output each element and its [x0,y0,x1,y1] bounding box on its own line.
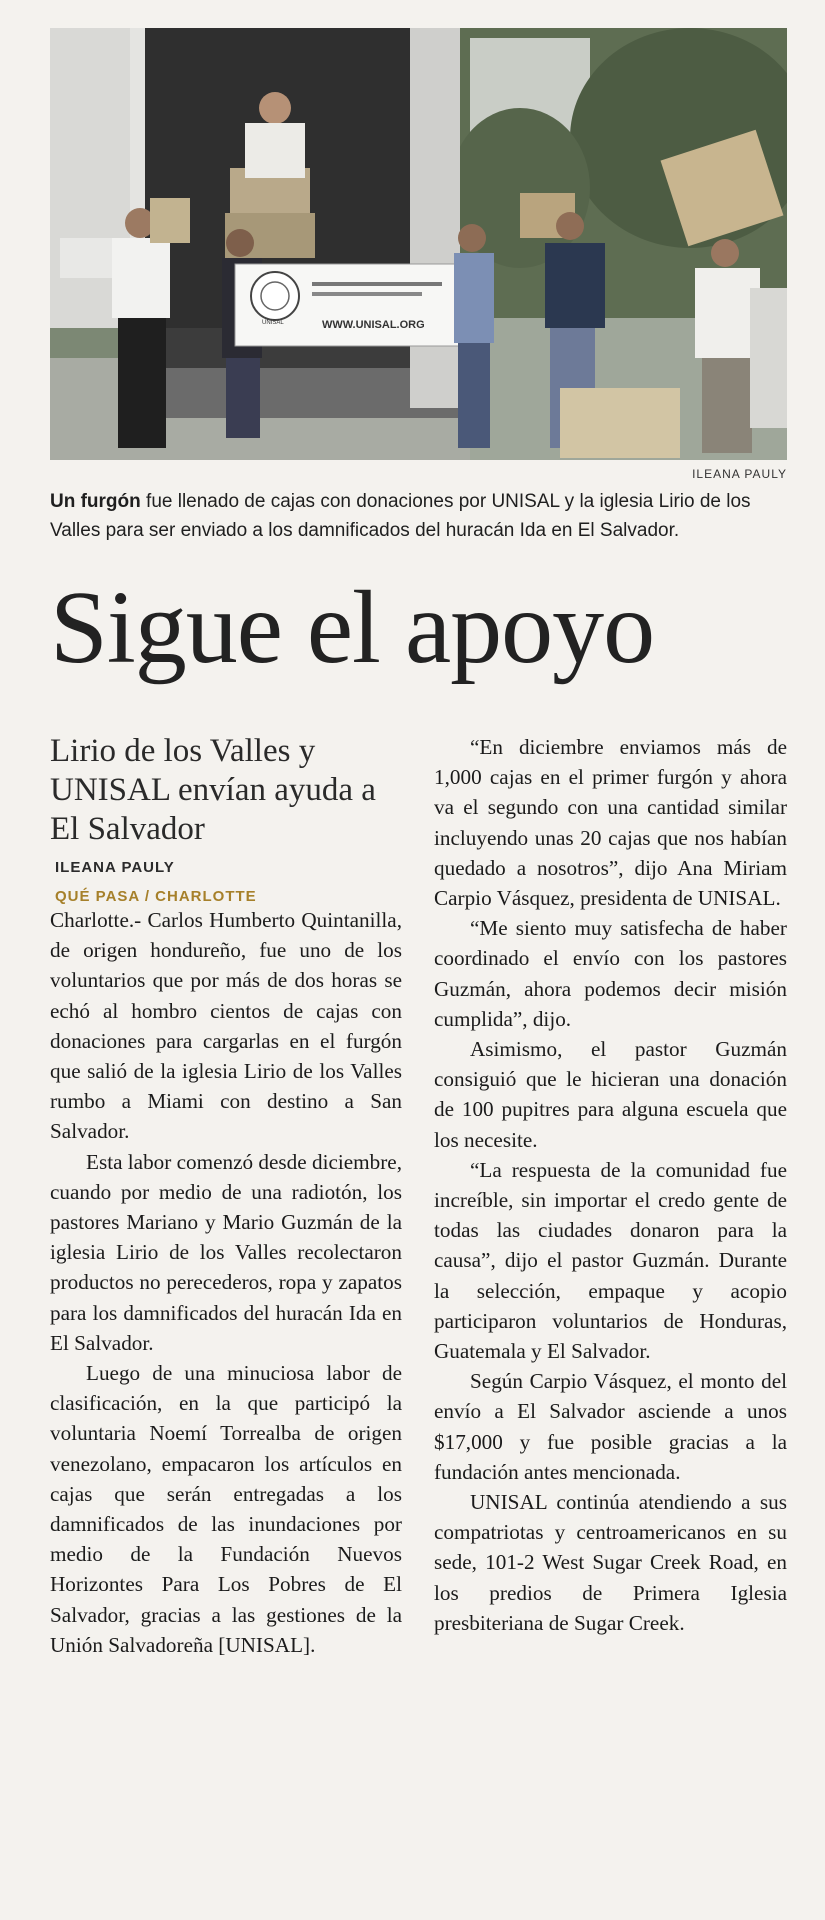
paragraph: Charlotte.- Carlos Humberto Quintanilla, de origen hondureño, fue uno de los voluntarios que por más de dos horas se echó al hombro cientos de cajas con donaciones para cargarlas en el furgón que salió de la iglesia Lirio de los Valles rumbo a Miami con destino a San Salvador. [50,908,402,1144]
caption-lead: Un furgón [50,491,141,512]
subheadline: Lirio de los Valles y UNISAL envían ayuda a El Salvador [50,733,376,847]
dateline: QUÉ PASA / CHARLOTTE [55,888,257,905]
photo-caption [50,487,795,545]
byline: ILEANA PAULY [55,859,175,876]
banner-logo-text: UNISAL [262,320,284,326]
paragraph: Luego de una minuciosa labor de clasificación, en la que participó la voluntaria Noemí Torrealba de origen venezolano, empacaron los artículos en cajas que serán entregadas a los damnificados de las inundaciones por medio de la Fundación Nuevos Horizontes Para Los Pobres de El Salvador, gracias a las gestiones de la Unión Salvadoreña [UNISAL]. [50,1361,402,1657]
paragraph: Asimismo, el pastor Guzmán consiguió que le hicieran una donación de 100 pupitres para alguna escuela que los necesite. [434,1037,787,1152]
headline: Sigue el apoyo [50,570,655,685]
paragraph: “La respuesta de la comunidad fue increíble, sin importar el credo gente de todas las ciudades donaron para la causa”, dijo el pastor Guzmán. Durante la selección, empaque y acopio participaron voluntarios de Honduras, Guatemala y El Salvador. [434,1157,787,1364]
article-body-left [50,905,402,1660]
article-column-left [50,732,402,1660]
article-body-right [434,732,787,1638]
photo-credit: ILEANA PAULY [692,467,787,481]
paragraph: “En diciembre enviamos más de 1,000 cajas en el primer furgón y ahora va el segundo con una cantidad similar incluyendo unas 20 cajas que nos habían quedado a nosotros”, dijo Ana Miriam Carpio Vásquez, presidenta de UNISAL. [434,735,787,911]
paragraph: “Me siento muy satisfecha de haber coordinado el envío con los pastores Guzmán, ahora podemos decir misión cumplida”, dijo. [434,916,787,1031]
paragraph: Según Carpio Vásquez, el monto del envío a El Salvador asciende a unos $17,000 y fue posible gracias a la fundación antes mencionada. [434,1369,787,1484]
caption-text: fue llenado de cajas con donaciones por UNISAL y la iglesia Lirio de los Valles para ser enviado a los damnificados del huracán Ida en El Salvador. [50,491,751,541]
paragraph: Esta labor comenzó desde diciembre, cuando por medio de una radiotón, los pastores Mariano y Mario Guzmán de la iglesia Lirio de los Valles recolectaron productos no perecederos, ropa y zapatos para los damnificados del huracán Ida en El Salvador. [50,1149,402,1355]
article-column-right [434,732,787,1638]
news-photo [50,28,787,460]
banner-url: WWW.UNISAL.ORG [322,319,425,331]
paragraph: UNISAL continúa atendiendo a sus compatriotas y centroamericanos en su sede, 101-2 West Sugar Creek Road, en los predios de Primera Iglesia presbiteriana de Sugar Creek. [434,1490,787,1635]
